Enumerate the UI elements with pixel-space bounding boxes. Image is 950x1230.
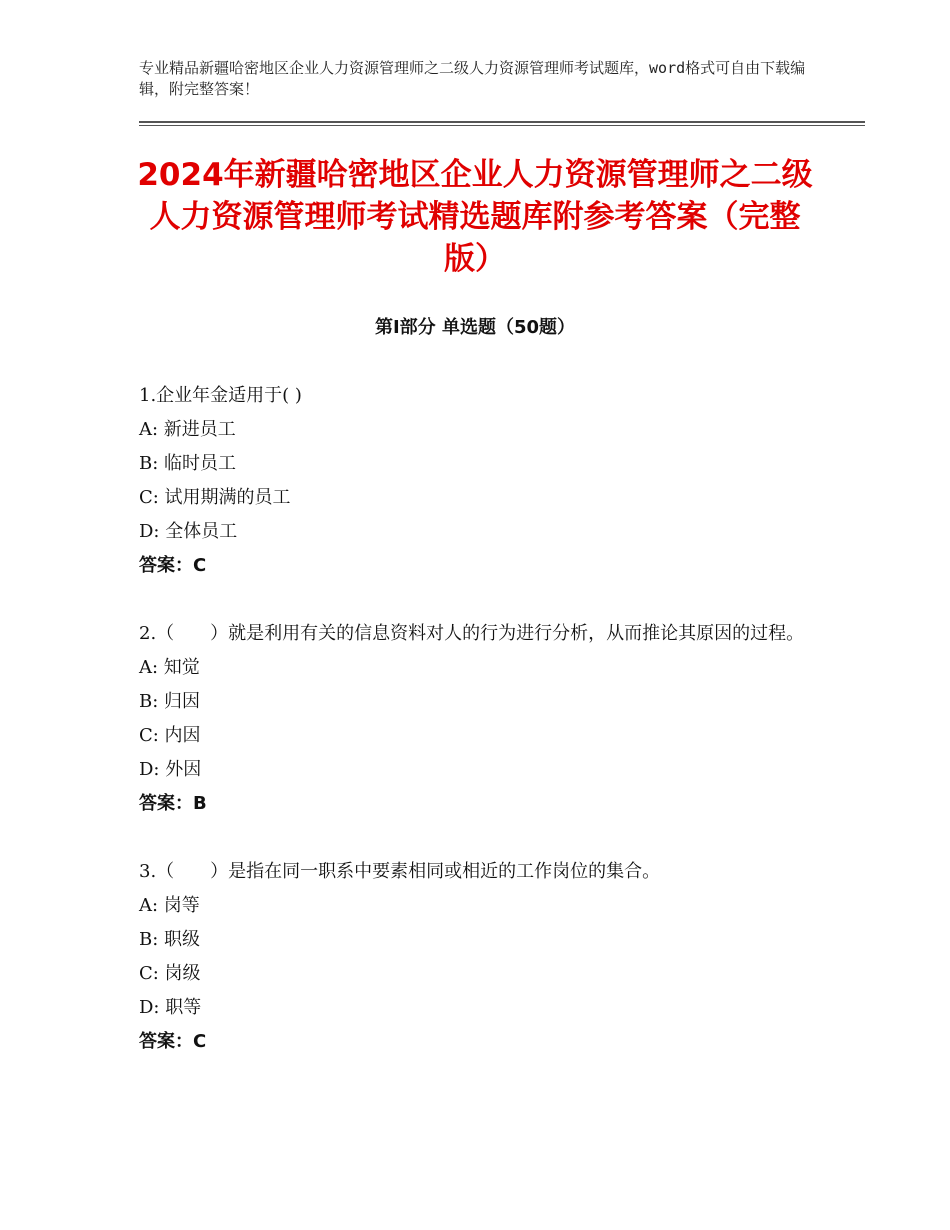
option-c: C: 试用期满的员工 bbox=[139, 487, 291, 508]
answer-line: 答案：B bbox=[139, 793, 207, 814]
question-2 bbox=[139, 617, 819, 821]
option-c: C: 内因 bbox=[139, 725, 201, 746]
header-divider-thin bbox=[139, 125, 865, 126]
option-a: A: 岗等 bbox=[139, 895, 200, 916]
option-d: D: 全体员工 bbox=[139, 521, 238, 542]
section-heading: 第Ⅰ部分 单选题（50题） bbox=[374, 317, 575, 338]
option-d: D: 外因 bbox=[139, 759, 202, 780]
option-d: D: 职等 bbox=[139, 997, 202, 1018]
question-1 bbox=[139, 379, 819, 583]
document-title: 2024年新疆哈密地区企业人力资源管理师之二级人力资源管理师考试精选题库附参考答案（完整版） bbox=[137, 157, 813, 277]
option-a: A: 新进员工 bbox=[139, 419, 236, 440]
option-c: C: 岗级 bbox=[139, 963, 201, 984]
header-divider-thick bbox=[139, 121, 865, 123]
option-b: B: 归因 bbox=[139, 691, 201, 712]
option-a: A: 知觉 bbox=[139, 657, 200, 678]
question-stem: 2.（ ）就是利用有关的信息资料对人的行为进行分析，从而推论其原因的过程。 bbox=[139, 623, 805, 644]
question-stem: 3.（ ）是指在同一职系中要素相同或相近的工作岗位的集合。 bbox=[139, 861, 661, 882]
question-list bbox=[139, 379, 819, 1093]
answer-line: 答案：C bbox=[139, 555, 207, 576]
option-b: B: 临时员工 bbox=[139, 453, 237, 474]
question-stem: 1.企业年金适用于( ) bbox=[139, 385, 302, 406]
question-3 bbox=[139, 855, 819, 1059]
header-note: 专业精品新疆哈密地区企业人力资源管理师之二级人力资源管理师考试题库，word格式可自由下载编辑，附完整答案！ bbox=[139, 59, 806, 98]
answer-line: 答案：C bbox=[139, 1031, 207, 1052]
option-b: B: 职级 bbox=[139, 929, 201, 950]
